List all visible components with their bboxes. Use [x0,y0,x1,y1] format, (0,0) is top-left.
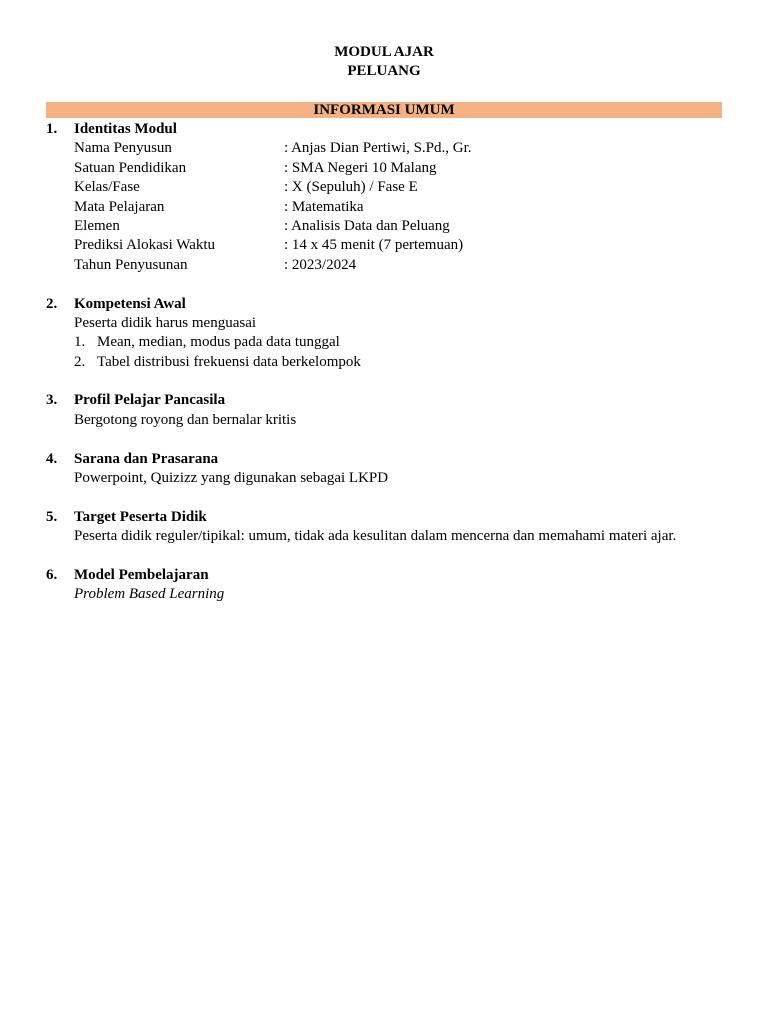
identity-row [74,159,726,178]
section-number: 3. [46,392,58,409]
section-intro: Peserta didik harus menguasai [74,314,257,331]
section-number: 2. [46,295,58,312]
identity-label: Tahun Penyusunan [74,256,188,273]
section-number: 6. [46,566,58,583]
identity-row [74,178,726,197]
section-text: Powerpoint, Quizizz yang digunakan sebagai LKPD [74,470,389,487]
identity-row [74,236,726,255]
section-title: Model Pembelajaran [74,566,209,583]
section-text: Bergotong royong dan bernalar kritis [74,411,297,428]
identity-value: : Analisis Data dan Peluang [284,217,450,234]
section-body [46,314,726,372]
identity-label: Nama Penyusun [74,140,172,157]
section-identitas-modul [46,120,726,275]
section-text: Peserta didik reguler/tipikal: umum, tidak ada kesulitan dalam mencerna dan memahami materi ajar. [74,528,677,545]
section-number: 4. [46,450,58,467]
section-title: Sarana dan Prasarana [74,450,219,467]
identity-label: Satuan Pendidikan [74,159,187,176]
section-heading [46,508,726,527]
identity-label: Kelas/Fase [74,179,140,196]
section-body [46,585,726,604]
section-heading [46,566,726,585]
identity-row [74,198,726,217]
section-text: Problem Based Learning [74,586,225,603]
identity-row [74,256,726,275]
section-body [46,527,726,546]
identity-row [74,139,726,158]
document-content [46,120,726,624]
section-kompetensi-awal [46,295,726,373]
list-item [74,353,726,372]
title-line-2: PELUANG [347,63,421,79]
identity-value: : Anjas Dian Pertiwi, S.Pd., Gr. [284,140,472,157]
section-heading [46,295,726,314]
section-title: Target Peserta Didik [74,508,207,525]
identity-label: Mata Pelajaran [74,198,165,215]
document-title [0,43,768,81]
section-title: Profil Pelajar Pancasila [74,392,226,409]
section-title: Identitas Modul [74,121,177,137]
section-body [46,469,726,488]
list-number: 2. [74,353,86,370]
section-heading [46,450,726,469]
section-title: Kompetensi Awal [74,295,186,312]
identity-value: : X (Sepuluh) / Fase E [284,179,418,196]
identity-table [46,139,726,275]
list-number: 1. [74,334,86,351]
identity-value: : SMA Negeri 10 Malang [284,159,437,176]
list-item [74,333,726,352]
section-sarana-prasarana [46,450,726,489]
identity-value: : Matematika [284,198,364,215]
identity-row [74,217,726,236]
section-heading [46,120,726,139]
identity-label: Prediksi Alokasi Waktu [74,237,216,254]
identity-value: : 14 x 45 menit (7 pertemuan) [284,237,464,254]
list-text: Mean, median, modus pada data tunggal [97,334,340,351]
section-heading [46,391,726,410]
section-number: 5. [46,508,58,525]
section-banner: INFORMASI UMUM [46,102,722,118]
title-line-1: MODUL AJAR [334,44,434,60]
identity-value: : 2023/2024 [284,256,357,273]
section-body [46,411,726,430]
identity-label: Elemen [74,217,120,234]
section-profil-pelajar [46,391,726,430]
section-number: 1. [46,121,58,137]
section-model-pembelajaran [46,566,726,605]
section-target-peserta [46,508,726,547]
list-text: Tabel distribusi frekuensi data berkelompok [97,353,361,370]
